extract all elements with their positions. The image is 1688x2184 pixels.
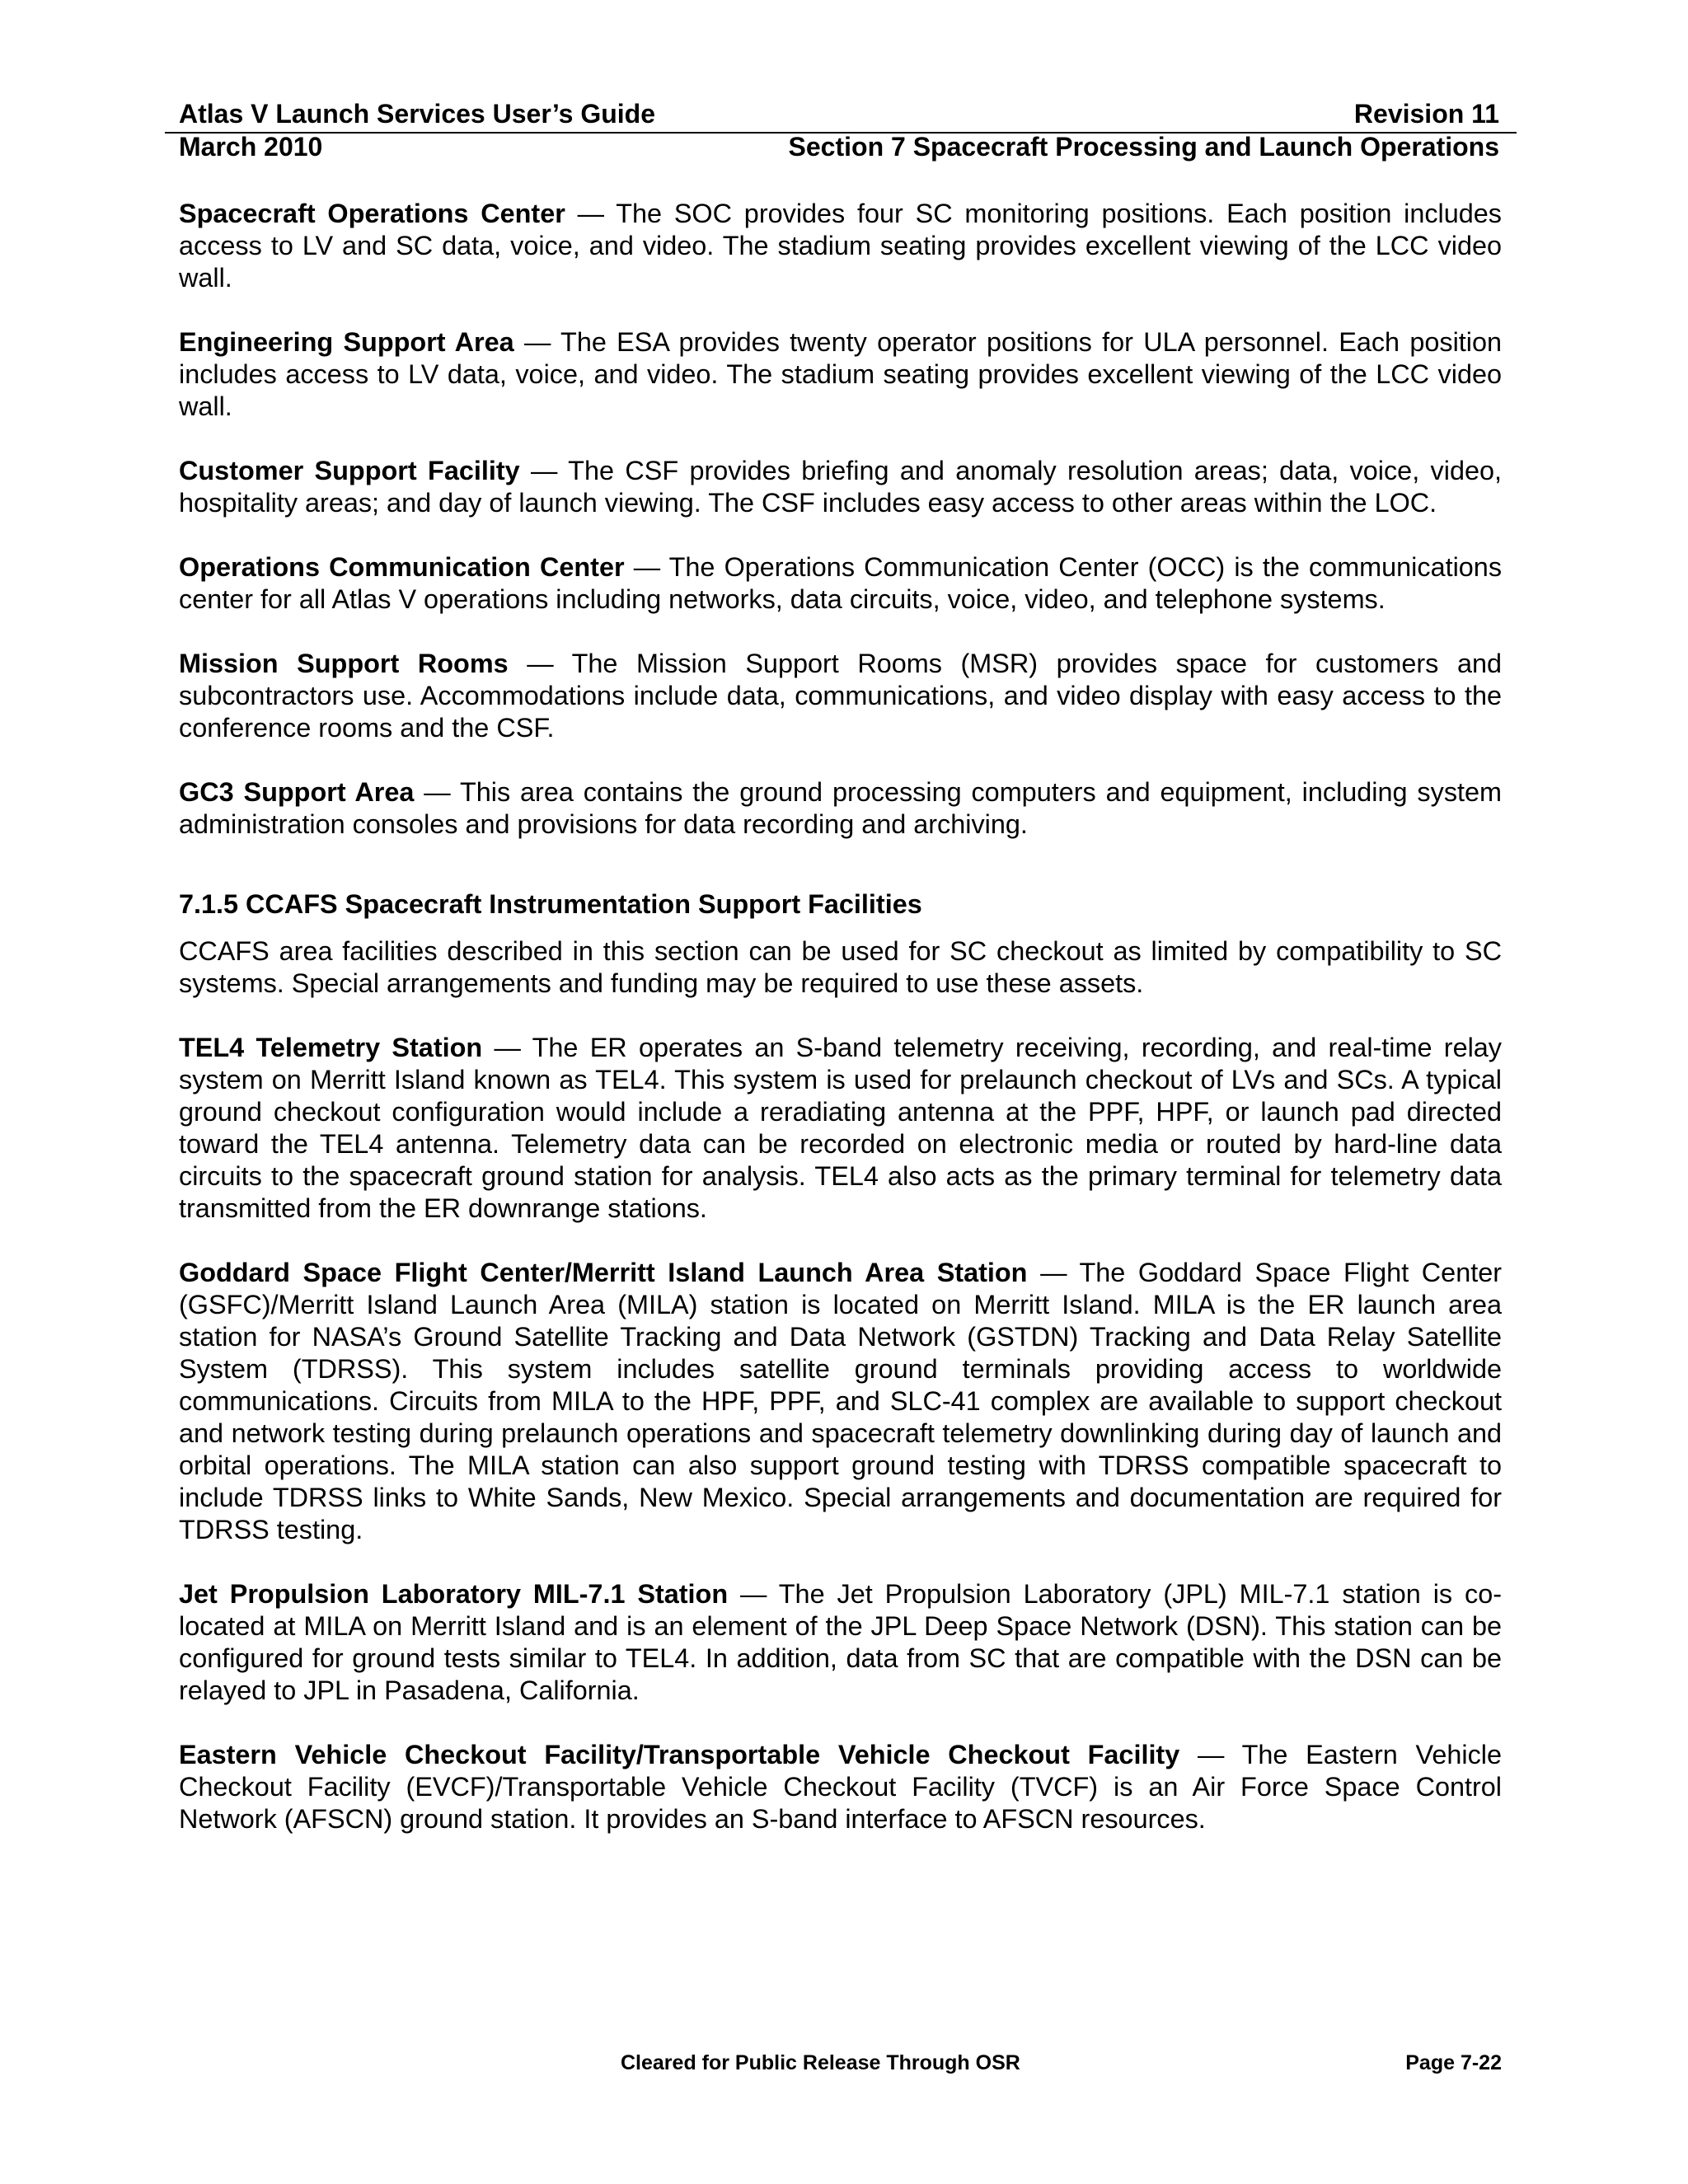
paragraph-esa: [179, 326, 1502, 423]
header-divider: [165, 132, 1517, 134]
paragraph-msr: [179, 648, 1502, 744]
paragraph-csf: [179, 455, 1502, 519]
paragraph-lead: Operations Communication Center: [179, 552, 625, 582]
paragraph-soc: [179, 198, 1502, 294]
paragraph-lead: Jet Propulsion Laboratory MIL-7.1 Station: [179, 1579, 729, 1609]
paragraph-text: — The CSF provides briefing and anomaly resolution areas; data, voice, video, hospitality areas; and day of launch viewing. The CSF includes easy access to other areas within the LOC.: [179, 456, 1502, 518]
document-date: March 2010: [179, 132, 323, 162]
paragraph-text: — This area contains the ground processing computers and equipment, including system administration consoles and provisions for data recording and archiving.: [179, 777, 1503, 839]
paragraph-text: — The Goddard Space Flight Center (GSFC)/Merritt Island Launch Area (MILA) station is located on Merritt Island. MILA is the ER launch area station for NASA’s Ground Satellite Tracking and Data Network (GSTDN) Tracking and Data Relay Satellite System (TDRSS). This system includes satellite ground terminals providing access to worldwide communications. Circuits from MILA to the HPF, PPF, and SLC-41 complex are available to support checkout and network testing during prelaunch operations and spacecraft telemetry downlinking during day of launch and orbital operations. The MILA station can also support ground testing with TDRSS compatible spacecraft to include TDRSS links to White Sands, New Mexico. Special arrangements and documentation are required for TDRSS testing.: [179, 1258, 1503, 1544]
paragraph-text: — The ER operates an S-band telemetry receiving, recording, and real-time relay system on Merritt Island known as TEL4. This system is used for prelaunch checkout of LVs and SCs. A typical ground checkout configuration would include a reradiating antenna at the PPF, HPF, or launch pad directed toward the TEL4 antenna. Telemetry data can be recorded on electronic media or routed by hard-line data circuits to the spacecraft ground station for analysis. TEL4 also acts as the primary terminal for telemetry data transmitted from the ER downrange stations.: [179, 1033, 1503, 1223]
paragraph-evcf: [179, 1739, 1502, 1835]
section-heading: 7.1.5 CCAFS Spacecraft Instrumentation Support Facilities: [179, 889, 922, 919]
paragraph-lead: Spacecraft Operations Center: [179, 199, 565, 228]
page-header: [177, 97, 1514, 163]
paragraph-gsfc-mila: [179, 1257, 1502, 1546]
release-notice: Cleared for Public Release Through OSR: [621, 2051, 1020, 2074]
paragraph-text: — The Eastern Vehicle Checkout Facility (EVCF)/Transportable Vehicle Checkout Facility (TVCF) is an Air Force Space Control Network (AFSCN) ground station. It provides an S-band interface to AFSCN resources.: [179, 1740, 1502, 1834]
paragraph-lead: GC3 Support Area: [179, 777, 415, 807]
paragraph-text: — The Mission Support Rooms (MSR) provides space for customers and subcontractors use. Accommodations include data, communications, and video display with easy access to the conference rooms and the CSF.: [179, 649, 1502, 743]
page-number: Page 7-22: [1405, 2051, 1502, 2074]
document-title: Atlas V Launch Services User’s Guide: [179, 99, 656, 129]
paragraph-lead: Goddard Space Flight Center/Merritt Island Launch Area Station: [179, 1258, 1028, 1287]
paragraph-occ: [179, 551, 1502, 616]
paragraph-tel4: [179, 1032, 1502, 1225]
paragraph-lead: Customer Support Facility: [179, 456, 520, 485]
paragraph-lead: TEL4 Telemetry Station: [179, 1033, 483, 1062]
paragraph-text: — The SOC provides four SC monitoring positions. Each position includes access to LV and SC data, voice, and video. The stadium seating provides excellent viewing of the LCC video wall.: [179, 199, 1502, 293]
revision-label: Revision 11: [1353, 99, 1499, 129]
paragraph-jpl: [179, 1578, 1502, 1707]
paragraph-lead: Eastern Vehicle Checkout Facility/Transportable Vehicle Checkout Facility: [179, 1740, 1180, 1769]
page-body: [179, 198, 1502, 1868]
paragraph-gc3: [179, 776, 1502, 841]
header-row-top: [177, 97, 1514, 130]
section-title: Section 7 Spacecraft Processing and Launch Operations: [788, 132, 1499, 162]
paragraph-lead: Engineering Support Area: [179, 327, 514, 357]
paragraph-text: — The Jet Propulsion Laboratory (JPL) MIL-7.1 station is co-located at MILA on Merritt Island and is an element of the JPL Deep Space Network (DSN). This station can be configured for ground tests similar to TEL4. In addition, data from SC that are compatible with the DSN can be relayed to JPL in Pasadena, California.: [179, 1579, 1502, 1705]
header-row-bottom: [177, 130, 1514, 163]
paragraph-lead: Mission Support Rooms: [179, 649, 509, 678]
paragraph-text: — The ESA provides twenty operator positions for ULA personnel. Each position includes access to LV data, voice, and video. The stadium seating provides excellent viewing of the LCC video wall.: [179, 327, 1502, 421]
section-intro: CCAFS area facilities described in this section can be used for SC checkout as limited by compatibility to SC systems. Special arrangements and funding may be required to use these assets.: [179, 936, 1502, 998]
paragraph-text: — The Operations Communication Center (OCC) is the communications center for all Atlas V operations including networks, data circuits, voice, video, and telephone systems.: [179, 552, 1503, 614]
